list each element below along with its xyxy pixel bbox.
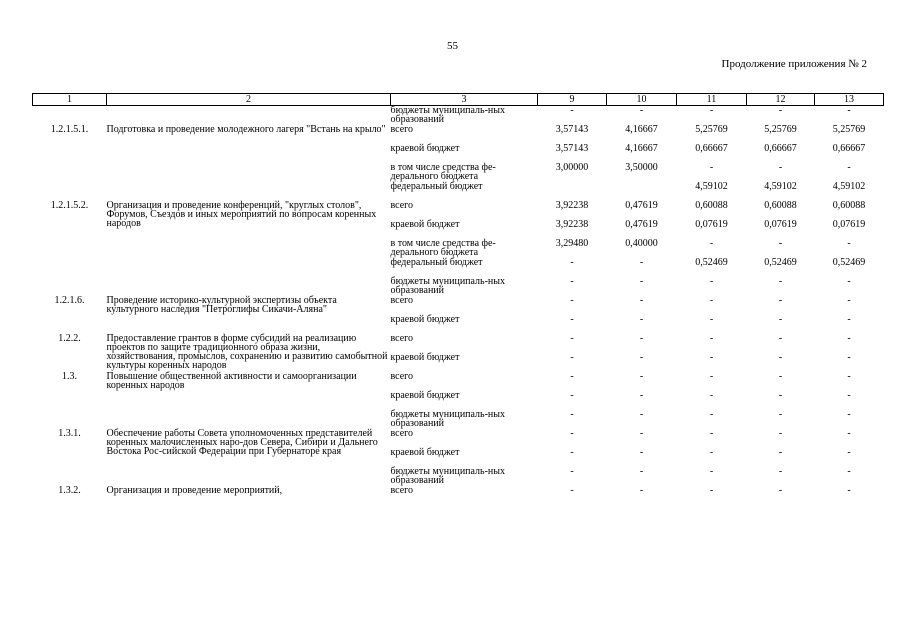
row-value-10: 0,47619 [625, 200, 658, 211]
row-value-12: - [778, 238, 783, 249]
row-value-12: - [778, 276, 783, 287]
row-value-11: - [709, 314, 714, 325]
row-value-13: - [847, 238, 851, 249]
row-value-11: - [709, 447, 714, 458]
row-value-12: - [778, 428, 783, 439]
row-value-10: 0,40000 [625, 238, 658, 249]
column-header-13: 13 [815, 94, 884, 106]
table-header-row [33, 94, 884, 106]
column-header-3: 3 [391, 94, 538, 106]
row-value-13: 0,52469 [832, 257, 866, 268]
row-value-9 [538, 182, 607, 201]
row-value-9: - [570, 428, 574, 439]
table-row [33, 372, 884, 391]
row-source: в том числе средства фе-дерального бюджета [390, 162, 496, 182]
row-value-13: - [847, 485, 851, 496]
row-source: федеральный бюджет [390, 257, 483, 268]
table-row [33, 201, 884, 220]
row-value-12: - [778, 409, 783, 420]
row-value-9: 3,92238 [555, 200, 589, 211]
row-value-9: - [570, 352, 574, 363]
row-value-10: - [639, 314, 644, 325]
row-value-11: - [709, 238, 714, 249]
row-value-11: 0,07619 [695, 219, 728, 230]
row-value-12: - [778, 485, 783, 496]
row-name: Подготовка и проведение молодежного лагеря "Встань на крыло" [106, 124, 386, 135]
row-value-13: - [847, 466, 851, 477]
table-row [33, 296, 884, 315]
row-name: Проведение историко-культурной экспертизы объекта культурного наследия "Петроглифы Сикачи-Аляна" [106, 295, 337, 315]
row-value-9: 3,00000 [555, 162, 589, 173]
column-header-10: 10 [607, 94, 677, 106]
row-value-13: - [847, 428, 851, 439]
row-value-9: - [570, 485, 574, 496]
row-value-13: 5,25769 [832, 124, 866, 135]
row-value-13: - [847, 447, 851, 458]
column-header-1: 1 [33, 94, 107, 106]
row-value-9: - [570, 333, 574, 344]
row-source: всего [390, 485, 414, 496]
row-source: краевой бюджет [390, 390, 460, 401]
row-source: краевой бюджет [390, 143, 460, 154]
row-code: 1.3.2. [58, 485, 81, 496]
row-source: краевой бюджет [390, 352, 460, 363]
row-value-12: - [778, 333, 783, 344]
row-source: федеральный бюджет [390, 181, 483, 192]
row-value-12: - [778, 352, 783, 363]
row-value-12: - [778, 390, 783, 401]
row-name [107, 106, 391, 126]
row-code: 1.3. [62, 371, 77, 382]
row-value-9: - [570, 295, 574, 306]
row-value-10: - [639, 352, 644, 363]
row-value-11: 0,52469 [695, 257, 728, 268]
row-value-10: - [639, 105, 644, 116]
row-value-9: 3,57143 [555, 143, 589, 154]
table-row [33, 106, 884, 126]
row-value-10: - [639, 466, 644, 477]
row-value-12: - [778, 466, 783, 477]
row-code: 1.3.1. [58, 428, 81, 439]
row-value-12: 4,59102 [764, 181, 797, 192]
row-value-13: - [847, 333, 851, 344]
continuation-label: Продолжение приложения № 2 [721, 58, 867, 70]
row-value-12: - [778, 162, 783, 173]
row-code: 1.2.1.5.1. [50, 124, 89, 135]
row-value-11: - [709, 333, 714, 344]
row-value-11: 5,25769 [695, 124, 728, 135]
row-value-9: - [570, 466, 574, 477]
column-header-11: 11 [677, 94, 747, 106]
row-value-9: 3,29480 [555, 238, 589, 249]
budget-table [32, 93, 884, 505]
row-value-10: - [639, 409, 644, 420]
row-source: бюджеты муниципаль-ных образований [390, 409, 506, 429]
row-value-11: - [709, 371, 714, 382]
row-value-12: 0,07619 [764, 219, 797, 230]
row-value-10: - [639, 447, 644, 458]
row-name: Обеспечение работы Совета уполномоченных представителей коренных малочисленных наро-дов Севера, Сибири и Дальнего Востока Рос-сийской Федерации при Губернаторе края [106, 428, 378, 457]
row-source: краевой бюджет [390, 219, 460, 230]
row-source: бюджеты муниципаль-ных образований [390, 466, 506, 486]
row-value-9: 3,92238 [555, 219, 589, 230]
row-value-10: - [639, 485, 644, 496]
row-value-10: - [639, 371, 644, 382]
row-value-11: - [709, 409, 714, 420]
row-value-12: - [778, 371, 783, 382]
row-value-13: - [847, 409, 851, 420]
row-code: 1.2.1.6. [54, 295, 85, 306]
row-value-9: - [570, 390, 574, 401]
row-value-12: 5,25769 [764, 124, 797, 135]
table-body [33, 106, 884, 506]
row-name: Предоставление грантов в форме субсидий на реализацию проектов по защите традиционного образа жизни, хозяйствования, промыслов, сохранению и развитию самобытной культуры коренных народов [106, 333, 388, 371]
row-value-12: - [778, 105, 783, 116]
row-value-12: - [778, 447, 783, 458]
row-source: бюджеты муниципаль-ных образований [390, 276, 506, 296]
row-code: 1.2.1.5.2. [50, 200, 89, 211]
row-source: краевой бюджет [390, 447, 460, 458]
row-name: Организация и проведение мероприятий, [106, 485, 283, 496]
row-source: краевой бюджет [390, 314, 460, 325]
row-value-9: - [570, 105, 574, 116]
row-value-12: 0,52469 [764, 257, 797, 268]
row-source: всего [390, 428, 414, 439]
row-source: всего [390, 333, 414, 344]
row-value-11: 0,66667 [695, 143, 728, 154]
table-row [33, 486, 884, 505]
row-source: всего [390, 371, 414, 382]
row-value-10: 4,16667 [625, 143, 658, 154]
row-name: Повышение общественной активности и самоорганизации коренных народов [106, 371, 357, 391]
row-value-13: - [847, 390, 851, 401]
row-value-13: - [847, 371, 851, 382]
column-header-12: 12 [747, 94, 815, 106]
row-value-12: 0,60088 [764, 200, 797, 211]
row-value-11: 0,60088 [695, 200, 728, 211]
row-value-11: - [709, 162, 714, 173]
row-value-13: 0,60088 [832, 200, 866, 211]
row-value-11: - [709, 276, 714, 287]
row-value-13: 0,07619 [832, 219, 866, 230]
table-row [33, 429, 884, 448]
row-value-10: - [639, 276, 644, 287]
row-source: всего [390, 295, 414, 306]
page-number: 55 [447, 40, 458, 52]
row-value-10: 4,16667 [625, 124, 658, 135]
row-value-11: - [709, 466, 714, 477]
row-value-10: - [639, 428, 644, 439]
row-value-10: 0,47619 [625, 219, 658, 230]
row-source: бюджеты муниципаль-ных образований [390, 105, 506, 125]
row-value-13: 0,66667 [832, 143, 866, 154]
row-value-11: - [709, 105, 714, 116]
row-value-11: 4,59102 [695, 181, 728, 192]
row-value-10 [607, 182, 677, 201]
row-value-12: 0,66667 [764, 143, 797, 154]
row-value-12: - [778, 295, 783, 306]
row-value-9: - [570, 409, 574, 420]
row-value-10: - [639, 390, 644, 401]
row-code: 1.2.2. [58, 333, 81, 344]
row-code [33, 106, 107, 126]
row-value-13: - [847, 105, 851, 116]
row-value-12: - [778, 314, 783, 325]
row-value-13: - [847, 314, 851, 325]
row-value-10: - [639, 333, 644, 344]
column-header-2: 2 [107, 94, 391, 106]
row-value-10: - [639, 295, 644, 306]
table-row [33, 125, 884, 144]
row-value-13: 4,59102 [832, 181, 866, 192]
row-value-9: - [570, 314, 574, 325]
row-value-9: 3,57143 [555, 124, 589, 135]
row-value-9: - [570, 257, 574, 268]
table-row [33, 334, 884, 353]
row-value-13: - [847, 295, 851, 306]
row-value-11: - [709, 390, 714, 401]
row-name: Организация и проведение конференций, "круглых столов", Форумов, Съездов и иных мероприятий по вопросам коренных народов [106, 200, 377, 229]
row-value-9: - [570, 447, 574, 458]
row-value-13: - [847, 276, 851, 287]
row-value-9: - [570, 276, 574, 287]
row-value-11: - [709, 352, 714, 363]
row-value-13: - [847, 162, 851, 173]
row-source: всего [390, 200, 414, 211]
row-value-13: - [847, 352, 851, 363]
row-source: в том числе средства фе-дерального бюджета [390, 238, 496, 258]
row-value-11: - [709, 485, 714, 496]
row-source: всего [390, 124, 414, 135]
row-value-10: - [639, 257, 644, 268]
row-value-11: - [709, 295, 714, 306]
row-value-10: 3,50000 [625, 162, 658, 173]
row-value-11: - [709, 428, 714, 439]
column-header-9: 9 [538, 94, 607, 106]
row-value-9: - [570, 371, 574, 382]
